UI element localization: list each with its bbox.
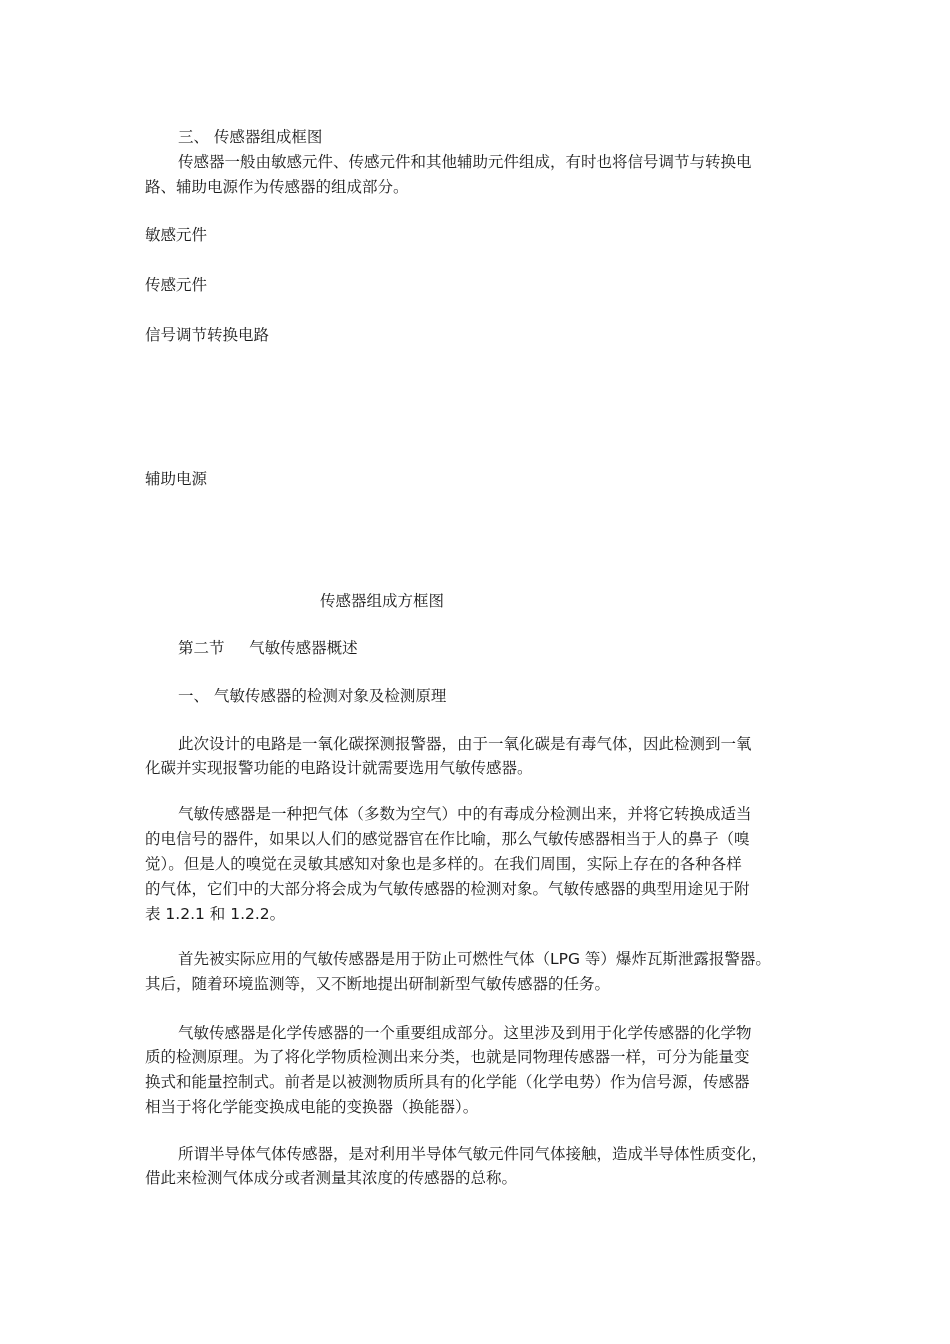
subsection-title: 一、 气敏传感器的检测对象及检测原理 [178,687,447,705]
diagram-label-signal-conversion: 信号调节转换电路 [145,326,270,344]
paragraph-line: 此次设计的电路是一氧化碳探测报警器，由于一氧化碳是有毒气体，因此检测到一氧 [178,735,752,753]
paragraph-line: 表 1.2.1 和 1.2.2。 [145,905,286,923]
diagram-caption: 传感器组成方框图 [320,592,445,610]
diagram-label-aux-power: 辅助电源 [145,470,208,488]
paragraph-line: 觉）。但是人的嗅觉在灵敏其感知对象也是多样的。在我们周围，实际上存在的各种各样 [145,855,742,873]
paragraph-line: 所谓半导体气体传感器，是对利用半导体气敏元件同气体接触，造成半导体性质变化， [178,1145,768,1163]
paragraph-line: 气敏传感器是一种把气体（多数为空气）中的有毒成分检测出来，并将它转换成适当 [178,805,752,823]
paragraph-line: 的电信号的器件，如果以人们的感觉器官在作比喻，那么气敏传感器相当于人的鼻子（嗅 [145,830,750,848]
paragraph-line: 质的检测原理。为了将化学物质检测出来分类，也就是同物理传感器一样，可分为能量变 [145,1048,750,1066]
paragraph-line: 其后，随着环境监测等，又不断地提出研制新型气敏传感器的任务。 [145,975,611,993]
diagram-label-sensitive-element: 敏感元件 [145,226,208,244]
paragraph-line: 化碳并实现报警功能的电路设计就需要选用气敏传感器。 [145,759,533,777]
paragraph-line: 换式和能量控制式。前者是以被测物质所具有的化学能（化学电势）作为信号源，传感器 [145,1073,750,1091]
paragraph-line: 路、辅助电源作为传感器的组成部分。 [145,178,409,196]
paragraph-line: 气敏传感器是化学传感器的一个重要组成部分。这里涉及到用于化学传感器的化学物 [178,1024,752,1042]
section-title: 第二节 气敏传感器概述 [178,639,358,657]
paragraph-line: 借此来检测气体成分或者测量其浓度的传感器的总称。 [145,1169,518,1187]
paragraph-line: 首先被实际应用的气敏传感器是用于防止可燃性气体（LPG 等）爆炸瓦斯泄露报警器。 [178,950,771,968]
paragraph-line: 相当于将化学能变换成电能的变换器（换能器）。 [145,1098,479,1116]
paragraph-line: 的气体，它们中的大部分将会成为气敏传感器的检测对象。气敏传感器的典型用途见于附 [145,880,750,898]
diagram-label-sensing-element: 传感元件 [145,276,208,294]
paragraph-line: 传感器一般由敏感元件、传感元件和其他辅助元件组成，有时也将信号调节与转换电 [178,153,752,171]
section-heading: 三、 传感器组成框图 [178,128,323,146]
